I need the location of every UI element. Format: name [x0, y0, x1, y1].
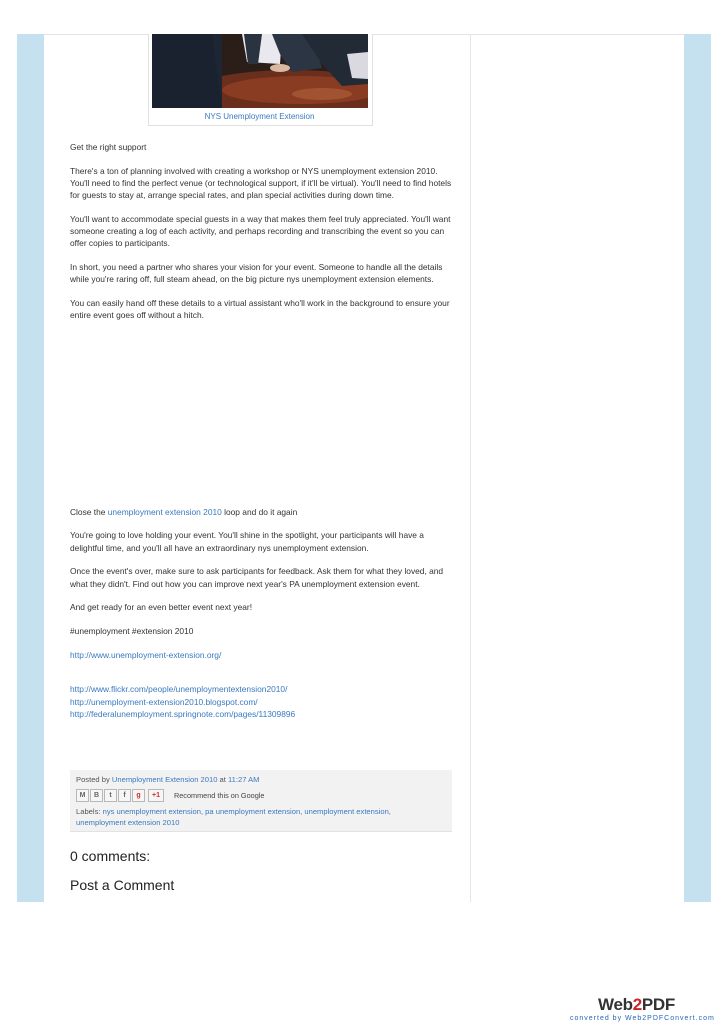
paragraph: And get ready for an even better event next year!	[70, 602, 253, 613]
comments-heading: 0 comments:	[70, 848, 151, 864]
logo-part: 2	[632, 995, 642, 1014]
share-buttons	[76, 789, 264, 802]
posted-by-label: Posted by	[76, 775, 112, 784]
recommend-text: Recommend this on Google	[173, 791, 265, 800]
plus-one-button[interactable]: +1	[148, 789, 164, 802]
spacer	[70, 672, 452, 683]
heading-text: loop and do it again	[221, 506, 298, 517]
unemployment-extension-link[interactable]: unemployment extension 2010	[107, 506, 222, 517]
main-site-link[interactable]: http://www.unemployment-extension.org/	[70, 649, 222, 660]
post-comment-heading: Post a Comment	[70, 877, 175, 893]
labels-prefix: Labels:	[76, 807, 103, 816]
paragraph: Once the event's over, make sure to ask participants for feedback. Ask them for what they loved, and what they didn't. Find out how you can improve next year's PA unemployment extension event.	[70, 566, 444, 589]
paragraph: You'll want to accommodate special guests in a way that makes them feel truly appreciated. You'll want someone creating a log of each activity, and perhaps recording and transcribing the event so you can offer copies to participants.	[70, 213, 451, 249]
twitter-icon[interactable]: t	[104, 789, 117, 802]
post-meta	[76, 775, 260, 784]
labels-links[interactable]: nys unemployment extension, pa unemployment extension, unemployment extension, unemployment extension 2010	[76, 807, 391, 827]
post-photo[interactable]	[152, 34, 368, 108]
section-heading-support: Get the right support	[70, 142, 147, 152]
blogspot-link[interactable]: http://unemployment-extension2010.blogspot.com/	[70, 696, 258, 707]
logo-part: PDF	[641, 995, 675, 1014]
paragraph: In short, you need a partner who shares your vision for your event. Someone to handle all the details while you're raring off, full steam ahead, on the big picture nys unemployment extension elements.	[70, 261, 443, 285]
paragraph: You're going to love holding your event. You'll shine in the spotlight, your participants will have a delightful time, and you'll all have an extraordinary nys unemployment extension.	[70, 530, 424, 553]
heading-text: Close the	[70, 506, 108, 517]
web2pdf-logo	[598, 995, 675, 1015]
timestamp-link[interactable]: 11:27 AM	[227, 775, 260, 784]
buzz-icon[interactable]: g	[132, 789, 145, 802]
springnote-link[interactable]: http://federalunemployment.springnote.com/pages/11309896	[70, 708, 296, 719]
hashtags: #unemployment #extension 2010	[70, 625, 194, 636]
blank-space	[70, 333, 452, 506]
converted-by-text[interactable]: converted by Web2PDFConvert.com	[570, 1015, 715, 1022]
photo-illustration	[152, 34, 368, 108]
paragraph: You can easily hand off these details to a virtual assistant who'll work in the background to ensure your entire event goes off without a hitch.	[70, 297, 450, 321]
paragraph: There's a ton of planning involved with creating a workshop or NYS unemployment extension 2010. You'll need to find the perfect venue (or technological support, if it'll be virtual). You'll need to find hotels for guests to stay at, arrange special rates, and plan special activities during down time.	[70, 165, 452, 201]
blogthis-icon[interactable]: B	[90, 789, 103, 802]
email-icon[interactable]: M	[76, 789, 89, 802]
link-list	[70, 683, 452, 720]
at-label: at	[217, 775, 228, 784]
post-body	[70, 141, 452, 720]
facebook-icon[interactable]: f	[118, 789, 131, 802]
post-labels	[76, 806, 436, 828]
author-link[interactable]: Unemployment Extension 2010	[111, 775, 218, 784]
sidebar-divider	[470, 34, 471, 902]
flickr-link[interactable]: http://www.flickr.com/people/unemploymentextension2010/	[70, 684, 288, 695]
section-heading-close	[70, 506, 452, 518]
post-footer	[70, 770, 452, 832]
photo-caption[interactable]: NYS Unemployment Extension	[204, 112, 315, 121]
logo-part: Web	[598, 995, 633, 1014]
web2pdf-badge[interactable]	[570, 995, 720, 1025]
